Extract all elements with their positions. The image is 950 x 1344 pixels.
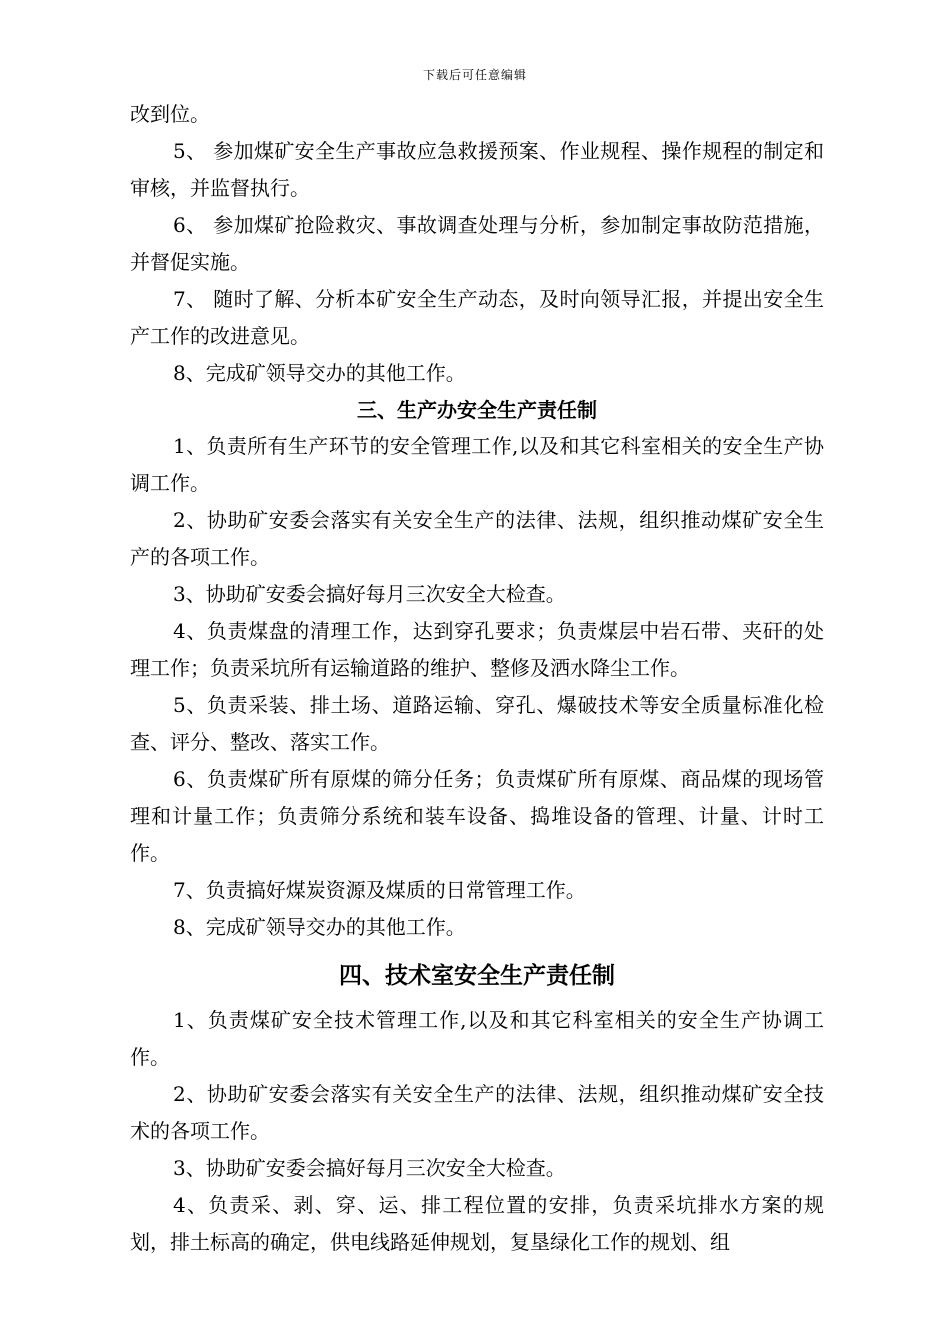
list-item: 3、协助矿安委会搞好每月三次安全大检查。: [173, 1156, 566, 1180]
section-4-title: 四、技术室安全生产责任制: [339, 962, 615, 989]
list-item: 6、 参加煤矿抢险救灾、事故调查处理与分析，参加制定事故防范措施，并督促实施。: [130, 213, 824, 274]
list-item: 8、完成矿领导交办的其他工作。: [173, 361, 466, 385]
list-item: 3、协助矿安委会搞好每月三次安全大检查。: [173, 582, 566, 606]
list-item: 5、负责采装、排土场、道路运输、穿孔、爆破技术等安全质量标准化检查、评分、整改、落实工作。: [130, 693, 824, 754]
continuation-text: 改到位。: [130, 102, 210, 126]
list-item: 2、协助矿安委会落实有关安全生产的法律、法规，组织推动煤矿安全生产的各项工作。: [130, 508, 824, 569]
list-item: 2、协助矿安委会落实有关安全生产的法律、法规，组织推动煤矿安全技术的各项工作。: [130, 1082, 824, 1143]
document-body: [130, 96, 824, 1261]
list-item: 5、 参加煤矿安全生产事故应急救援预案、作业规程、操作规程的制定和审核，并监督执行。: [130, 139, 824, 200]
watermark-header: 下载后可任意编辑: [422, 68, 527, 82]
list-item: 7、 随时了解、分析本矿安全生产动态，及时向领导汇报，并提出安全生产工作的改进意见。: [130, 287, 824, 348]
list-item: 1、负责煤矿安全技术管理工作,以及和其它科室相关的安全生产协调工作。: [130, 1008, 824, 1069]
list-item: 1、负责所有生产环节的安全管理工作,以及和其它科室相关的安全生产协调工作。: [130, 434, 824, 495]
list-item: 4、负责采、剥、穿、运、排工程位置的安排，负责采坑排水方案的规划，排土标高的确定，供电线路延伸规划，复垦绿化工作的规划、组: [130, 1193, 824, 1254]
section-3-title: 三、生产办安全生产责任制: [357, 398, 597, 422]
list-item: 7、负责搞好煤炭资源及煤质的日常管理工作。: [173, 878, 586, 902]
list-item: 6、负责煤矿所有原煤的筛分任务；负责煤矿所有原煤、商品煤的现场管理和计量工作；负责筛分系统和装车设备、捣堆设备的管理、计量、计时工作。: [130, 767, 824, 865]
list-item: 4、负责煤盘的清理工作，达到穿孔要求；负责煤层中岩石带、夹矸的处理工作；负责采坑所有运输道路的维护、整修及洒水降尘工作。: [130, 619, 824, 680]
list-item: 8、完成矿领导交办的其他工作。: [173, 915, 466, 939]
